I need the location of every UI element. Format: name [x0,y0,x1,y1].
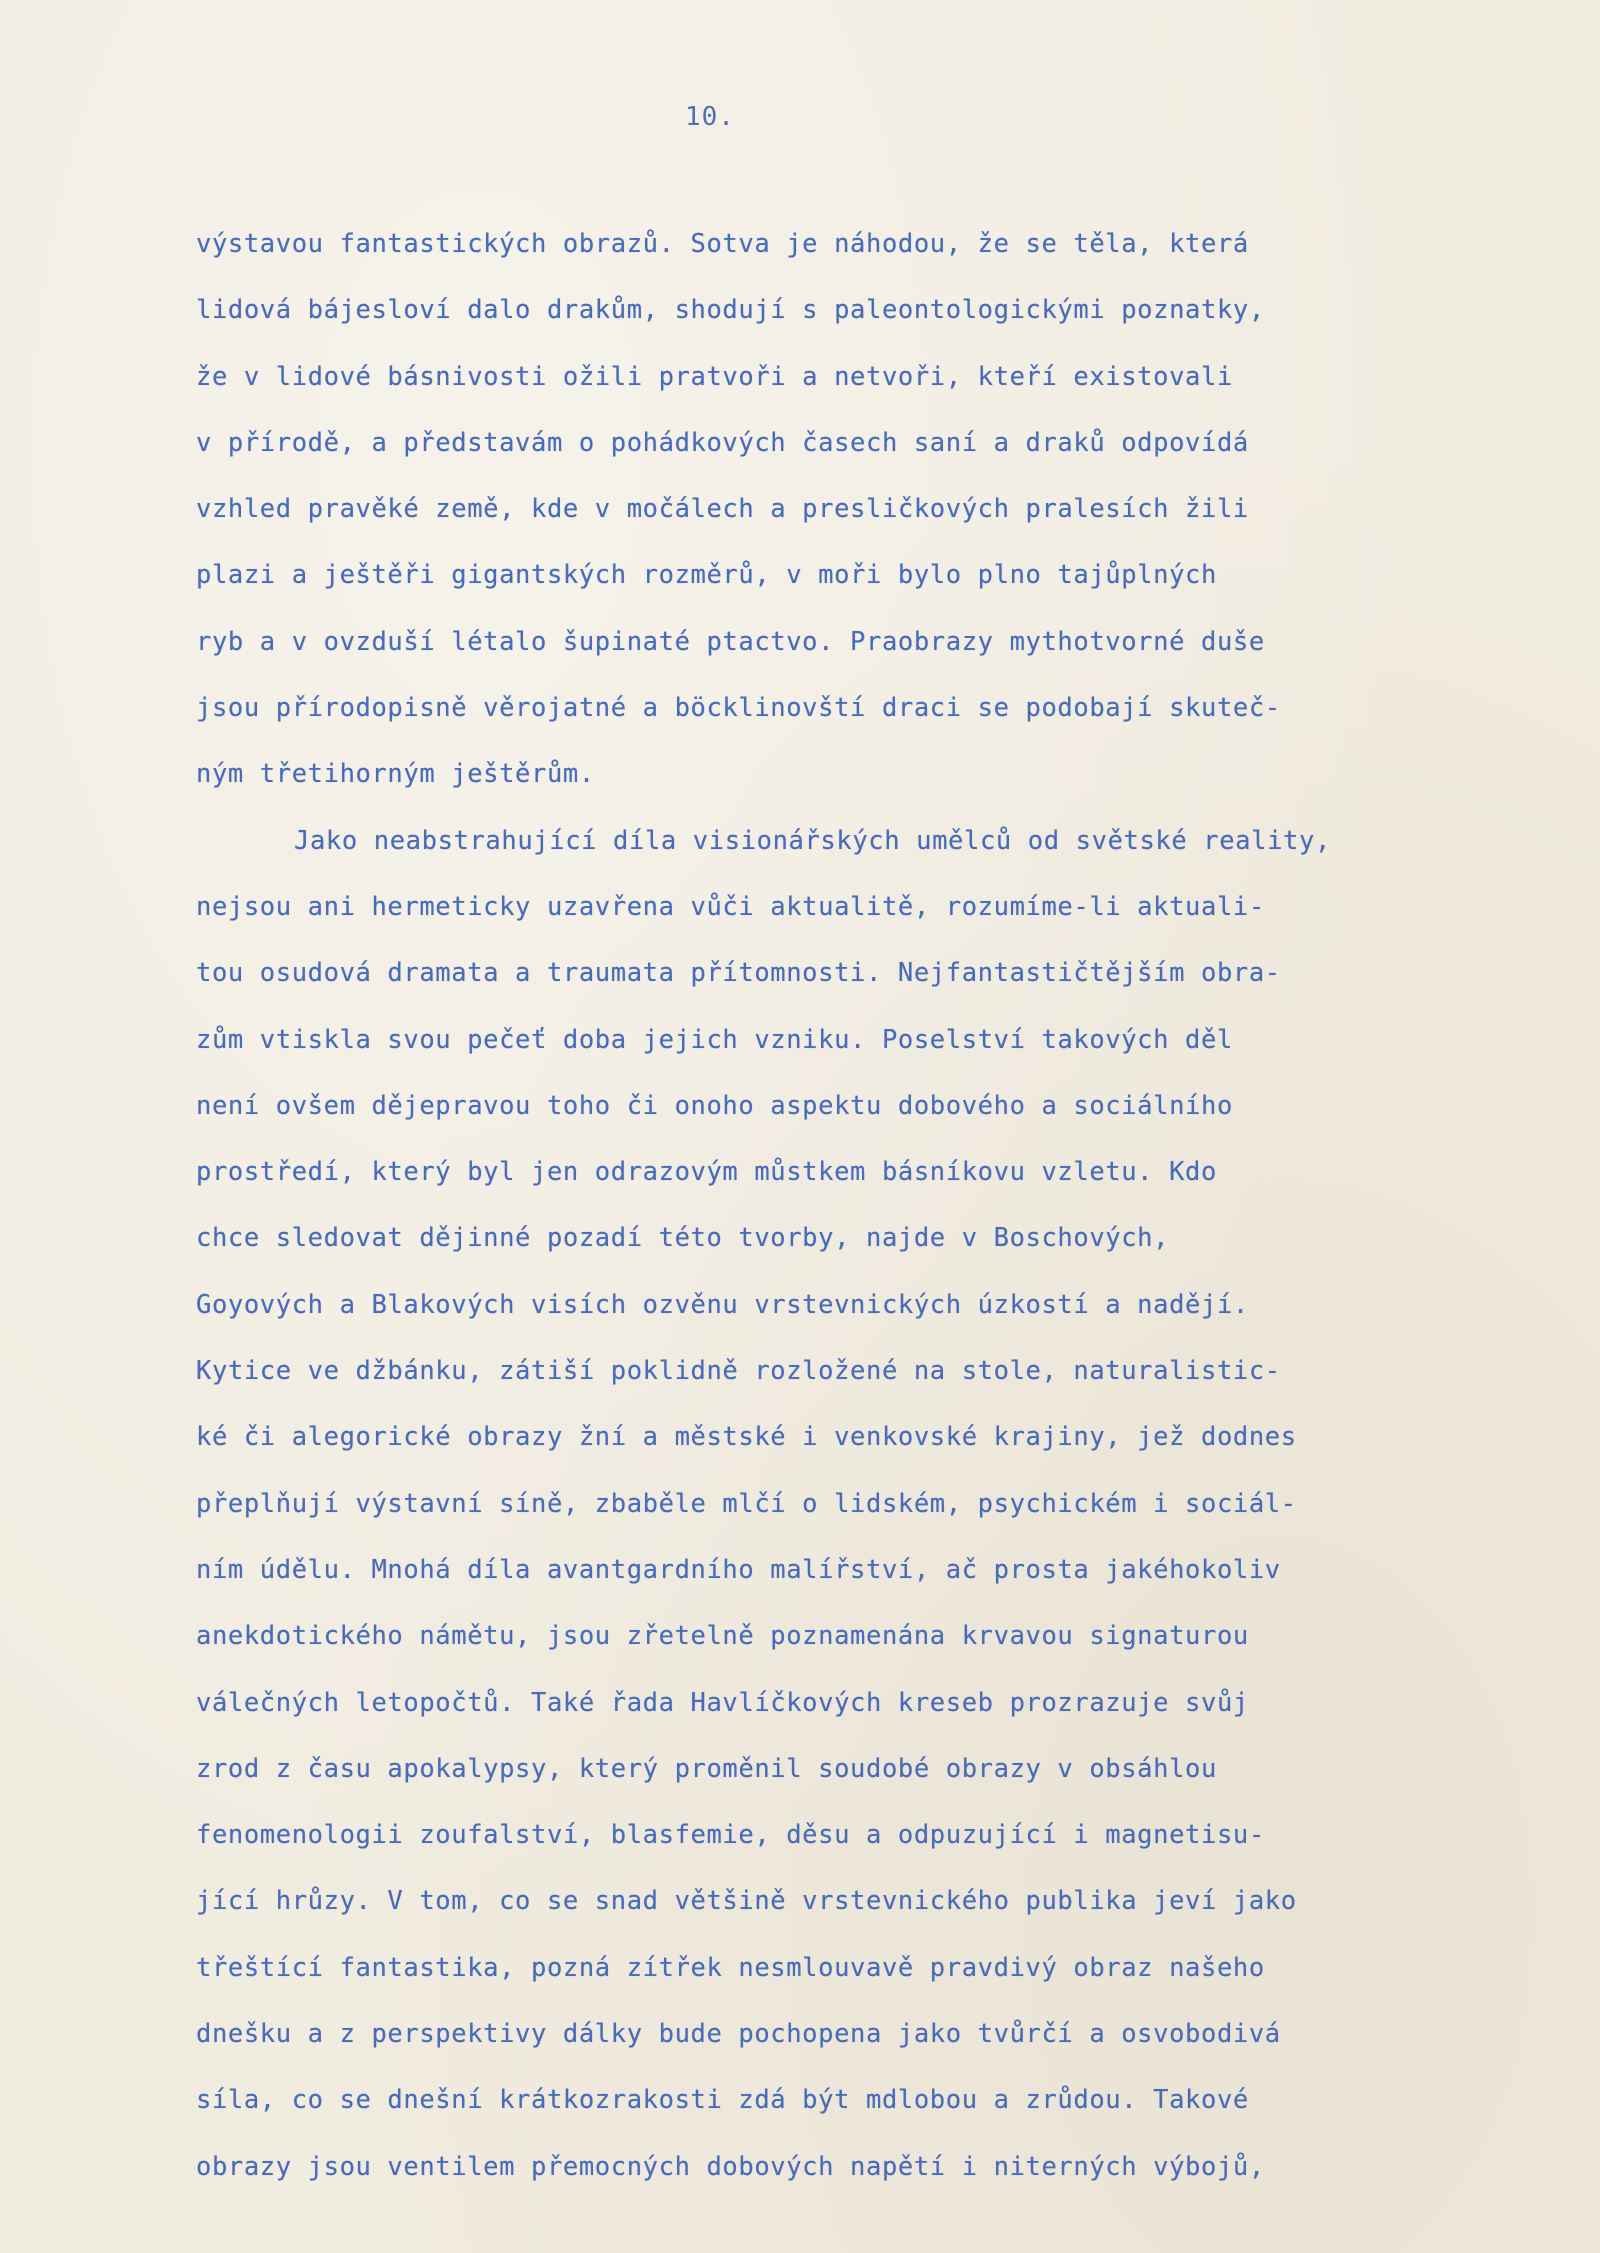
text-line: lidová bájesloví dalo drakům, shodují s paleontologickými poznatky, [196,295,1265,326]
text-line: anekdotického námětu, jsou zřetelně poznamenána krvavou signaturou [196,1621,1249,1652]
text-line: chce sledovat dějinné pozadí této tvorby, najde v Boschových, [196,1223,1170,1254]
text-line: přeplňují výstavní síně, zbaběle mlčí o lidském, psychickém i sociál- [196,1488,1297,1519]
text-line: obrazy jsou ventilem přemocných dobových napětí i niterných výbojů, [196,2151,1265,2182]
text-line: výstavou fantastických obrazů. Sotva je náhodou, že se těla, která [196,229,1249,259]
text-line: dnešku a z perspektivy dálky bude pochopena jako tvůrčí a osvobodivá [196,2019,1281,2050]
paragraph-start-line: Jako neabstrahující díla visionářských umělců od světské reality, [294,825,1331,856]
text-line: vzhled pravěké země, kde v močálech a presličkových pralesích žili [196,494,1249,525]
text-line: zrod z času apokalypsy, který proměnil soudobé obrazy v obsáhlou [196,1753,1217,1784]
text-line: jsou přírodopisně věrojatné a böcklinovští draci se podobají skuteč- [196,693,1281,724]
text-line: ním údělu. Mnohá díla avantgardního malířství, ač prosta jakéhokoliv [196,1554,1281,1585]
text-line: fenomenologii zoufalství, blasfemie, děsu a odpuzující i magnetisu- [196,1820,1265,1851]
text-line: ké či alegorické obrazy žní a městské i venkovské krajiny, jež dodnes [196,1422,1297,1453]
text-line: Goyových a Blakových visích ozvěnu vrstevnických úzkostí a nadějí. [196,1289,1249,1320]
text-line: válečných letopočtů. Také řada Havlíčkových kreseb prozrazuje svůj [196,1687,1249,1718]
text-line: Kytice ve džbánku, zátiší poklidně rozložené na stole, naturalistic- [196,1356,1281,1387]
text-line: zům vtiskla svou pečeť doba jejich vzniku. Poselství takových děl [196,1024,1233,1055]
text-line: tou osudová dramata a traumata přítomnosti. Nejfantastičtějším obra- [196,958,1281,989]
text-line: ným třetihorným ještěrům. [196,759,595,790]
text-line: ryb a v ovzduší létalo šupinaté ptactvo. Praobrazy mythotvorné duše [196,626,1265,657]
text-line: že v lidové básnivosti ožili pratvoři a netvoři, kteří existovali [196,361,1233,392]
text-line: prostředí, který byl jen odrazovým můstkem básníkovu vzletu. Kdo [196,1157,1217,1188]
text-line: v přírodě, a představám o pohádkových časech saní a draků odpovídá [196,427,1249,458]
body-text [196,222,1576,2211]
text-line: nejsou ani hermeticky uzavřena vůči aktualitě, rozumíme-li aktuali- [196,891,1265,922]
text-line: není ovšem dějepravou toho či onoho aspektu dobového a sociálního [196,1090,1233,1121]
text-line: třeštící fantastika, pozná zítřek nesmlouvavě pravdivý obraz našeho [196,1952,1265,1983]
text-line: síla, co se dnešní krátkozrakosti zdá být mdlobou a zrůdou. Takové [196,2085,1249,2116]
text-line: plazi a ještěři gigantských rozměrů, v moři bylo plno tajůplných [196,560,1217,591]
page-number: 10. [685,102,735,132]
text-line: jící hrůzy. V tom, co se snad většině vrstevnického publika jeví jako [196,1886,1297,1917]
